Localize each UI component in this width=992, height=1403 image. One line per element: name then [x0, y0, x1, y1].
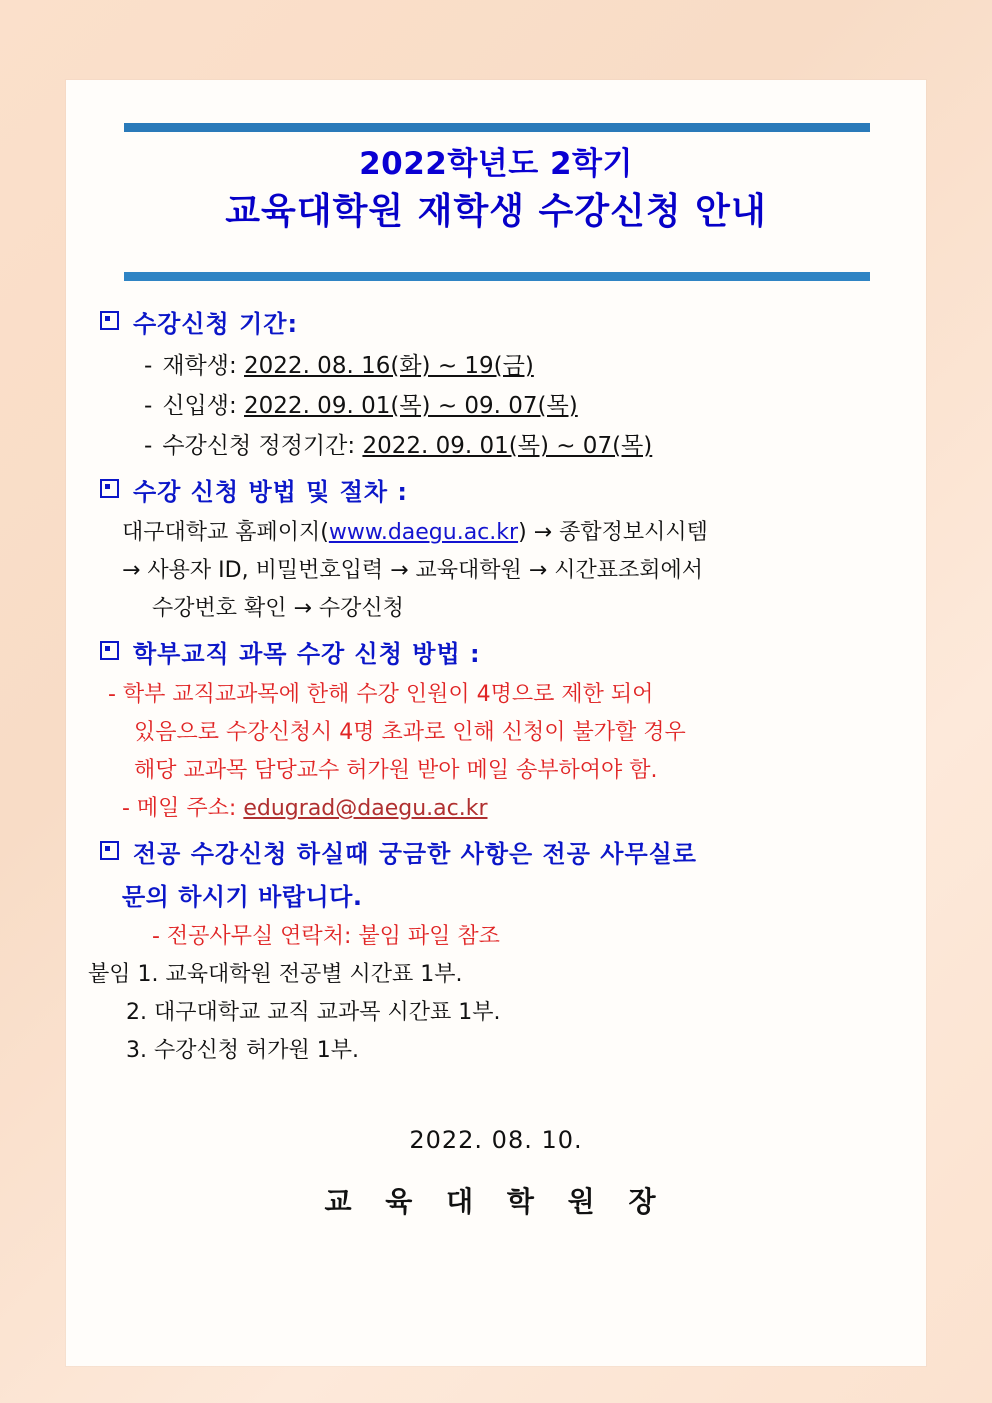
email-link[interactable]: edugrad@daegu.ac.kr — [243, 796, 488, 821]
method-line-1 — [66, 514, 926, 552]
document-body — [66, 80, 926, 1366]
undergrad-note-line-1: - 학부 교직교과목에 한해 수강 인원이 4명으로 제한 되어 — [108, 682, 654, 707]
period-item-correction — [66, 426, 926, 466]
undergrad-note-line-2: 있음으로 수강신청시 4명 초과로 인해 신청이 불가할 경우 — [134, 720, 686, 745]
attachment-item-1: 붙임 1. 교육대학원 전공별 시간표 1부. — [88, 962, 463, 987]
document-page — [66, 80, 926, 1366]
section-heading-undergrad-label: 학부교직 과목 수강 신청 방법 : — [133, 640, 481, 668]
undergrad-note-line-3: 해당 교과목 담당교수 허가원 받아 메일 송부하여야 함. — [134, 758, 658, 783]
square-bullet-icon — [100, 479, 119, 498]
dash-icon: - — [144, 433, 153, 459]
section-heading-period-label: 수강신청 기간: — [133, 310, 299, 338]
period-item-enrolled-value: 2022. 08. 16(화) ~ 19(금) — [244, 353, 534, 379]
section-heading-period — [66, 304, 926, 344]
section-heading-method-label: 수강 신청 방법 및 절차 : — [133, 478, 409, 506]
square-bullet-icon — [100, 841, 119, 860]
university-homepage-link[interactable]: www.daegu.ac.kr — [328, 520, 519, 545]
issue-date: 2022. 08. 10. — [409, 1126, 583, 1154]
method-line-2: → 사용자 ID, 비밀번호입력 → 교육대학원 → 시간표조회에서 — [122, 558, 703, 583]
period-item-new — [66, 386, 926, 426]
period-item-new-value: 2022. 09. 01(목) ~ 09. 07(목) — [244, 393, 578, 419]
header-rule-bottom — [124, 272, 870, 281]
content-area — [66, 298, 926, 1220]
title-line-1: 2022학년도 2학기 — [359, 146, 633, 182]
period-item-correction-value: 2022. 09. 01(목) ~ 07(목) — [362, 433, 653, 459]
method-line-1-post: ) → 종합정보시시템 — [518, 520, 708, 545]
section-heading-inquiry — [66, 834, 926, 874]
section-heading-inquiry-label: 전공 수강신청 하실때 궁금한 사항은 전공 사무실로 — [133, 840, 697, 868]
title-line-2: 교육대학원 재학생 수강신청 안내 — [225, 191, 767, 232]
attachment-item-3: 3. 수강신청 허가원 1부. — [126, 1038, 359, 1063]
inquiry-heading-line-2: 문의 하시기 바랍니다. — [122, 883, 363, 911]
period-item-enrolled — [66, 346, 926, 386]
undergrad-mail-line — [66, 790, 926, 828]
signer-title: 교 육 대 학 원 장 — [324, 1185, 668, 1218]
dash-icon: - — [144, 353, 153, 379]
method-line-1-pre: 대구대학교 홈페이지( — [122, 520, 329, 545]
header-rule-top — [124, 123, 870, 132]
inquiry-contact-note: - 전공사무실 연락처: 붙임 파일 참조 — [152, 924, 500, 949]
square-bullet-icon — [100, 641, 119, 660]
period-item-new-label: 신입생: — [162, 393, 237, 419]
section-heading-undergrad — [66, 634, 926, 674]
dash-icon: - — [144, 393, 153, 419]
period-item-correction-label: 수강신청 정정기간: — [162, 433, 356, 459]
document-title — [66, 142, 926, 238]
method-line-3: 수강번호 확인 → 수강신청 — [152, 596, 404, 621]
attachment-item-2: 2. 대구대학교 교직 교과목 시간표 1부. — [126, 1000, 501, 1025]
period-item-enrolled-label: 재학생: — [162, 353, 237, 379]
section-heading-method — [66, 472, 926, 512]
square-bullet-icon — [100, 311, 119, 330]
undergrad-mail-label: - 메일 주소: — [122, 796, 237, 821]
